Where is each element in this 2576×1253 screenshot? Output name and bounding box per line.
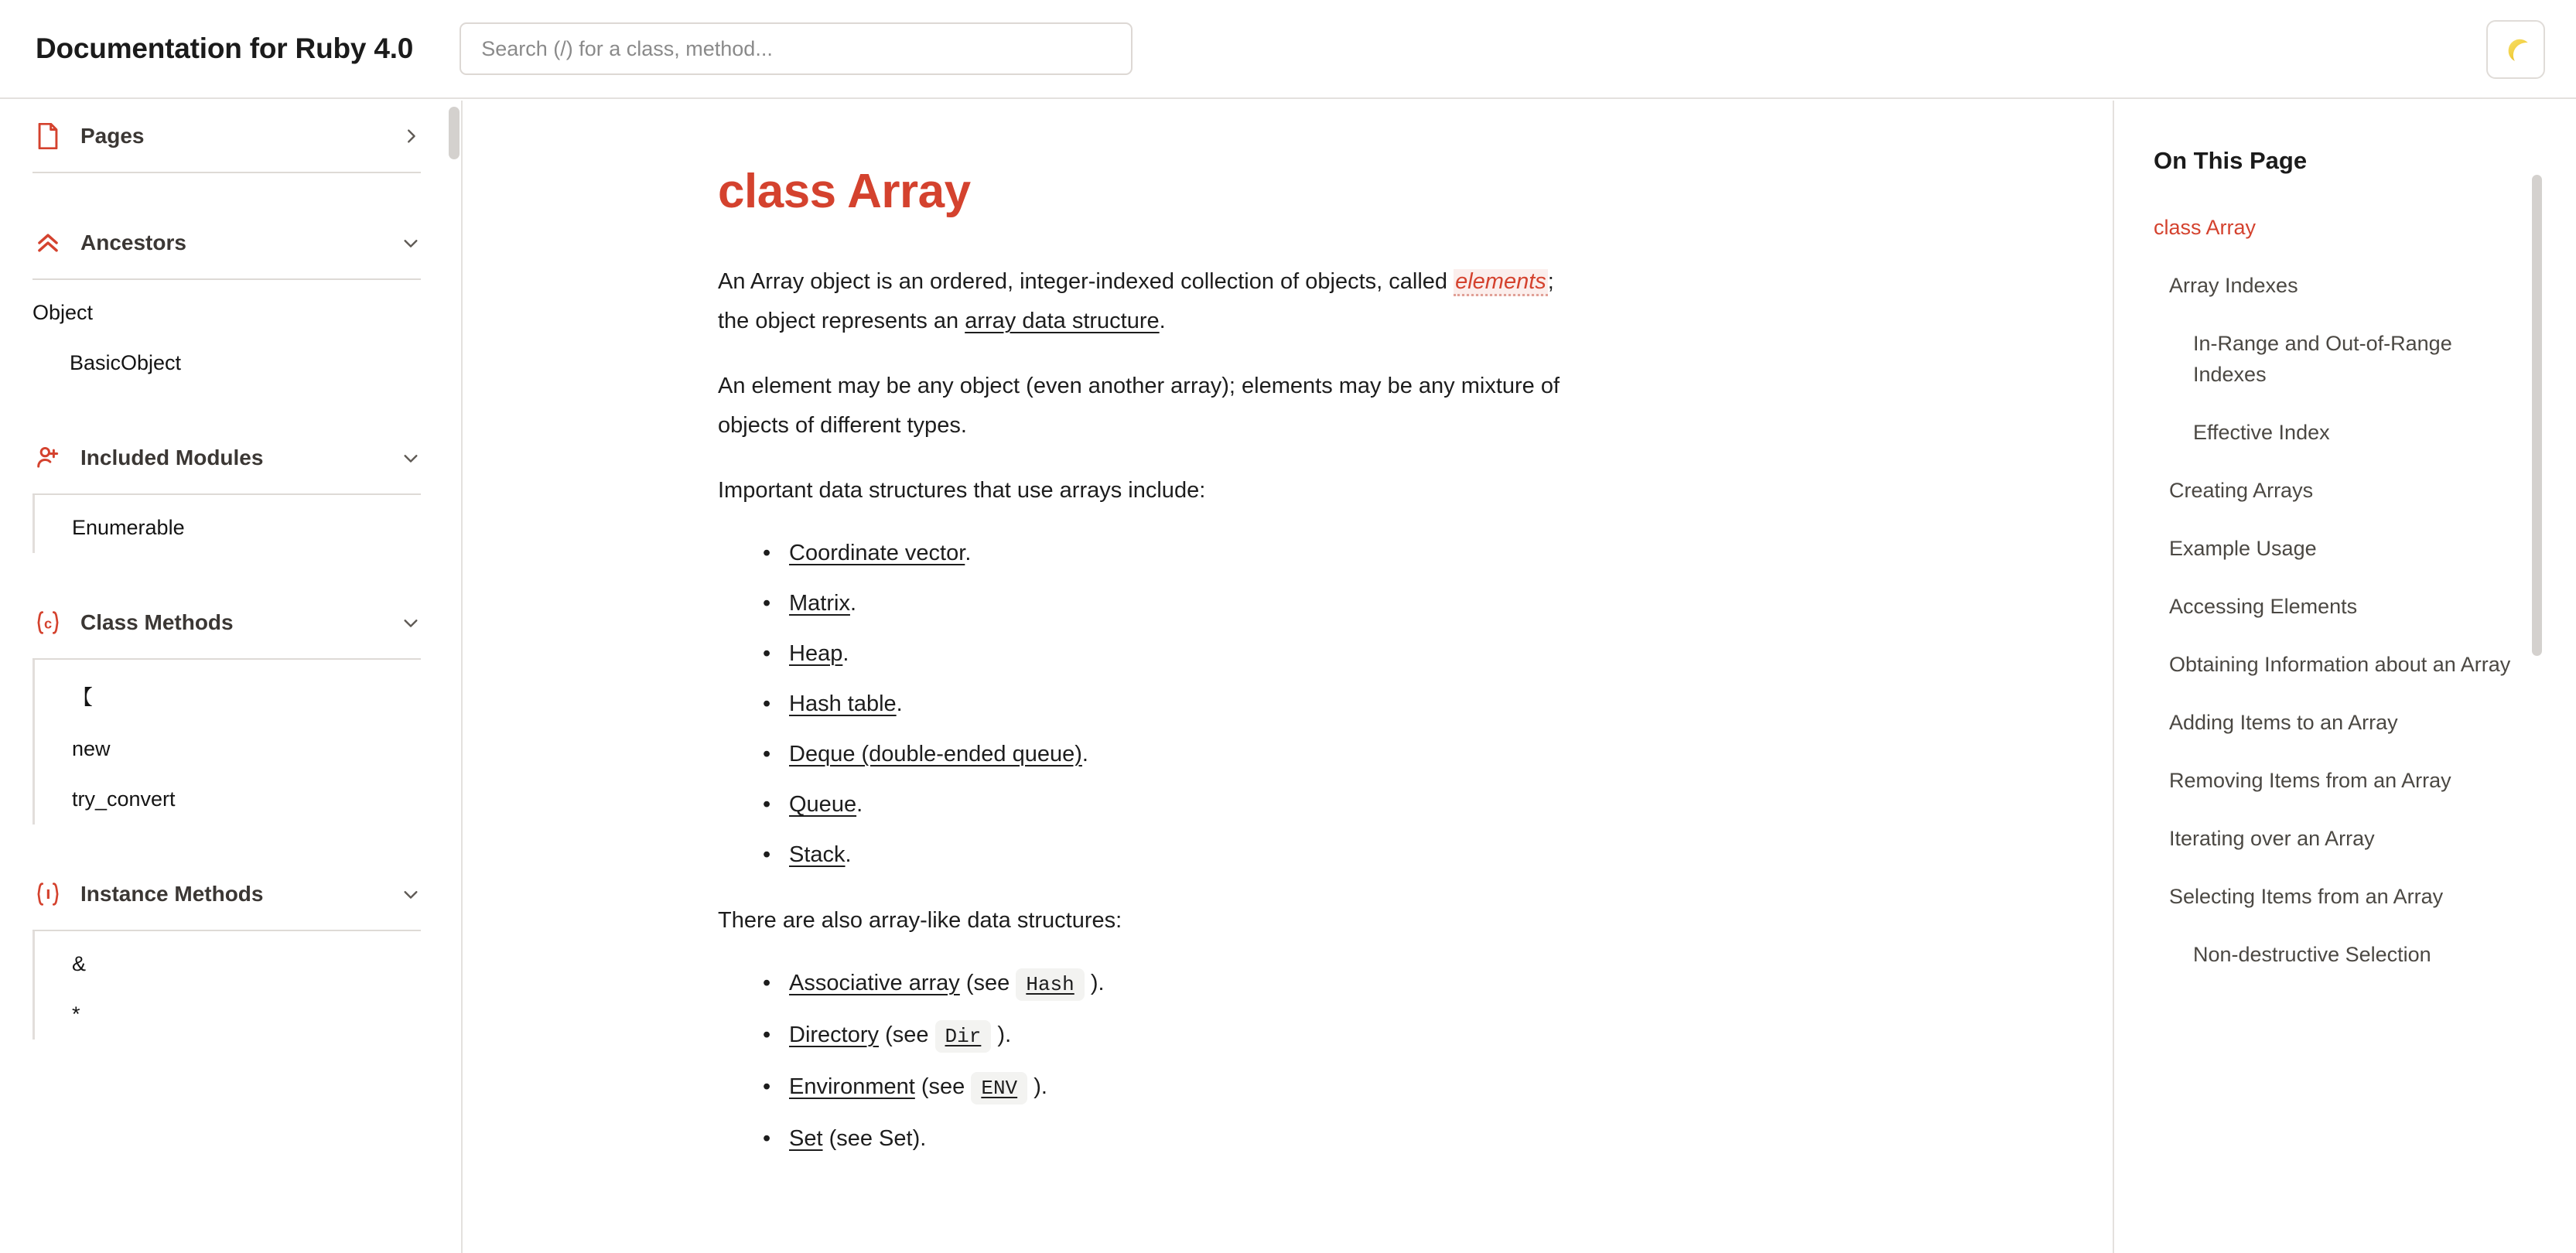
queue-link[interactable]: Queue (789, 792, 857, 817)
list-item-tail: . (856, 792, 863, 817)
sidebar-items-ancestors (32, 280, 421, 388)
hash-link[interactable]: Hash (1026, 973, 1074, 996)
svg-text:c: c (43, 616, 53, 632)
spacer (0, 388, 461, 422)
toc-heading: On This Page (2154, 147, 2308, 174)
toc-item-iterating[interactable]: Iterating over an Array (2169, 827, 2375, 850)
toc-item-in-range-out-of-range-indexes[interactable]: In-Range and Out-of-Range Indexes (2193, 332, 2452, 386)
sidebar-section-header-instance-methods[interactable] (32, 859, 421, 930)
elements-definition-link[interactable]: elements (1454, 269, 1548, 296)
toc-item-class-array[interactable]: class Array (2154, 216, 2257, 239)
list-item (718, 685, 1563, 724)
chevron-down-icon[interactable] (401, 233, 421, 253)
list-item (718, 1067, 1563, 1108)
toc-item-obtaining-information[interactable]: Obtaining Information about an Array (2169, 653, 2511, 676)
list-item-tail: . (1081, 742, 1088, 766)
list-item-tail: . (896, 691, 903, 716)
stack-link[interactable]: Stack (789, 842, 846, 867)
toc-item-creating-arrays[interactable]: Creating Arrays (2169, 479, 2314, 502)
data-structures-list (718, 534, 1563, 875)
toc-item-adding-items[interactable]: Adding Items to an Array (2169, 711, 2398, 734)
sidebar-item-asterisk[interactable]: * (72, 1002, 80, 1026)
chevron-down-icon[interactable] (401, 448, 421, 468)
list-item-tail: . (842, 641, 849, 666)
article-body (464, 101, 1563, 1159)
toc-item-removing-items[interactable]: Removing Items from an Array (2169, 769, 2451, 792)
list-item (718, 835, 1563, 875)
environment-link[interactable]: Environment (789, 1074, 915, 1099)
list-item (718, 1119, 1563, 1159)
main-content (464, 101, 2114, 1253)
double-chevron-up-icon (32, 227, 63, 258)
list-item-tail: . (965, 541, 972, 565)
toc-item-effective-index[interactable]: Effective Index (2193, 421, 2330, 444)
sidebar-item-enumerable[interactable]: Enumerable (72, 516, 185, 539)
sidebar-section-label: Instance Methods (80, 882, 264, 906)
search-input[interactable] (460, 22, 1133, 75)
sidebar-item-brackets[interactable]: 【 (72, 686, 93, 709)
list-item (718, 634, 1563, 674)
paragraph-text: . (1159, 309, 1166, 333)
class-method-brace-c-icon (32, 607, 63, 638)
list-item-mid: (see Set). (822, 1126, 927, 1151)
sidebar-section-label: Class Methods (80, 610, 234, 634)
sidebar-item-basicobject[interactable]: BasicObject (70, 351, 182, 374)
paragraph-text: An Array object is an ordered, integer-indexed collection of objects, called (718, 269, 1454, 294)
env-link[interactable]: ENV (981, 1077, 1018, 1100)
list-item-mid: (see (959, 971, 1016, 995)
array-data-structure-link[interactable]: array data structure (965, 309, 1160, 333)
spacer (0, 825, 461, 859)
list-2-intro: There are also array-like data structures: (718, 908, 1122, 933)
sidebar-scrollbar-thumb[interactable] (449, 107, 460, 159)
list-item (718, 964, 1563, 1005)
sidebar-section-header-class-methods[interactable] (32, 587, 421, 658)
chevron-right-icon[interactable] (401, 126, 421, 146)
spacer (0, 173, 461, 207)
crescent-moon-icon (2500, 34, 2531, 65)
hash-table-link[interactable]: Hash table (789, 691, 897, 716)
list-item (718, 584, 1563, 623)
list-item (718, 785, 1563, 825)
toc-scrollbar-thumb[interactable] (2532, 175, 2542, 656)
sidebar-section-header-ancestors[interactable] (32, 207, 421, 278)
list-item-mid: (see (914, 1074, 972, 1099)
toc-item-selecting-items[interactable]: Selecting Items from an Array (2169, 885, 2444, 908)
env-code-ref[interactable] (971, 1072, 1027, 1104)
deque-link[interactable]: Deque (double-ended queue) (789, 742, 1082, 766)
toc-item-example-usage[interactable]: Example Usage (2169, 537, 2317, 560)
list-1-intro: Important data structures that use arrays include: (718, 478, 1206, 503)
search-container (460, 22, 1133, 75)
list-item-mid: (see (879, 1023, 935, 1047)
sidebar-section-included-modules (0, 422, 461, 493)
person-plus-icon (32, 442, 63, 473)
toc-item-non-destructive-selection[interactable]: Non-destructive Selection (2193, 943, 2431, 966)
sidebar-section-label: Pages (80, 124, 145, 148)
document-page-icon (32, 121, 63, 152)
list-item-tail: . (845, 842, 852, 867)
coordinate-vector-link[interactable]: Coordinate vector (789, 541, 965, 565)
sidebar-section-pages (0, 101, 461, 172)
sidebar-item-new[interactable]: new (72, 737, 111, 760)
paragraph-text: ; the object represents an (718, 269, 1554, 333)
sidebar-nav (0, 101, 461, 1040)
sidebar-section-class-methods (0, 587, 461, 658)
spacer (0, 553, 461, 587)
list-item (718, 735, 1563, 774)
matrix-link[interactable]: Matrix (789, 591, 850, 616)
hash-code-ref[interactable] (1016, 968, 1084, 1001)
list-item-tail: . (849, 591, 857, 616)
sidebar-items-instance-methods (32, 931, 421, 1040)
left-sidebar[interactable] (0, 101, 463, 1253)
sidebar-section-label: Included Modules (80, 446, 264, 469)
heap-link[interactable]: Heap (789, 641, 843, 666)
instance-method-brace-i-icon (32, 879, 63, 910)
list-item (718, 1016, 1563, 1057)
on-this-page-sidebar (2116, 101, 2576, 1253)
intro-paragraph-1 (718, 262, 1563, 341)
dir-code-ref[interactable] (935, 1020, 992, 1053)
sidebar-item-object[interactable]: Object (32, 301, 94, 324)
toc-item-accessing-elements[interactable]: Accessing Elements (2169, 595, 2358, 618)
list-item-tail: ). (1027, 1074, 1047, 1099)
toc-list (2116, 175, 2576, 970)
array-like-structures-list (718, 964, 1563, 1159)
sidebar-section-header-pages[interactable] (32, 101, 421, 172)
associative-array-link[interactable]: Associative array (789, 971, 960, 995)
set-link[interactable]: Set (789, 1126, 823, 1151)
dir-link[interactable]: Dir (945, 1025, 982, 1048)
toc-item-array-indexes[interactable]: Array Indexes (2169, 274, 2298, 297)
list-item-tail: ). (991, 1023, 1012, 1047)
intro-paragraph-2: An element may be any object (even another array); elements may be any mixture of objects of different types. (718, 374, 1560, 438)
chevron-down-icon[interactable] (401, 884, 421, 904)
list-item-tail: ). (1084, 971, 1105, 995)
sidebar-items-class-methods (32, 660, 421, 825)
list-item (718, 534, 1563, 573)
sidebar-section-label: Ancestors (80, 230, 186, 254)
page-title: class Array (718, 165, 971, 218)
chevron-down-icon[interactable] (401, 613, 421, 633)
sidebar-item-ampersand[interactable]: & (72, 952, 87, 975)
sidebar-item-try-convert[interactable]: try_convert (72, 787, 176, 811)
sidebar-section-ancestors (0, 207, 461, 278)
sidebar-section-header-included-modules[interactable] (32, 422, 421, 493)
sidebar-items-included-modules (32, 495, 421, 553)
sidebar-section-instance-methods (0, 859, 461, 930)
page-title-brand: Documentation for Ruby 4.0 (36, 32, 414, 64)
site-header (0, 0, 2576, 99)
directory-link[interactable]: Directory (789, 1023, 880, 1047)
theme-toggle-button[interactable] (2486, 20, 2545, 79)
